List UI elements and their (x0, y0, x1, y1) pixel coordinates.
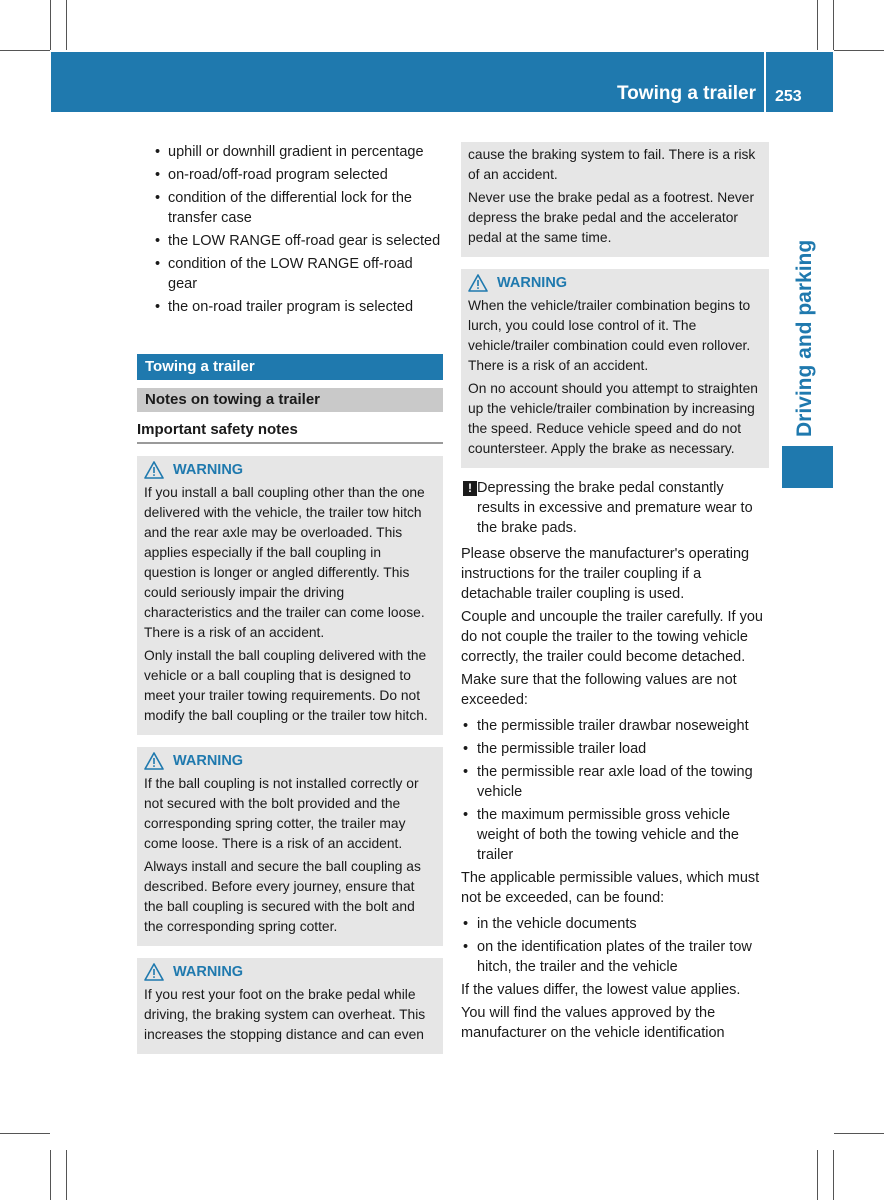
left-column (137, 142, 443, 1054)
header-separator (764, 52, 766, 112)
list-item: • on-road/off-road program selected (137, 165, 443, 185)
crop-mark (0, 1133, 50, 1134)
body-paragraph: Couple and uncouple the trailer carefully. If you do not couple the trailer to the towing vehicle correctly, the trailer could become detached. (461, 609, 763, 665)
list-item: • uphill or downhill gradient in percentage (137, 142, 443, 162)
warning-box (137, 747, 443, 946)
warning-triangle-icon (144, 963, 164, 981)
warning-text: When the vehicle/trailer combination begins to lurch, you could lose control of it. The vehicle/trailer combination could even rollover. There is a risk of an accident. (468, 298, 751, 373)
crop-mark (834, 1133, 884, 1134)
warning-text: If you install a ball coupling other than the one delivered with the vehicle, the trailer tow hitch and the rear axle may be overloaded. This applies especially if the ball coupling in question is longer or angled differently. This could seriously impair the driving characteristics and the trailer can come loose. There is a risk of an accident. (144, 485, 425, 640)
page-number: 253 (775, 88, 802, 105)
section-heading: Towing a trailer (137, 354, 443, 380)
warning-triangle-icon (144, 752, 164, 770)
warning-text: Always install and secure the ball coupling as described. Before every journey, ensure that the ball coupling is secured with the bolt and the corresponding spring cotter. (144, 859, 421, 934)
list-item: • the on-road trailer program is selected (137, 297, 443, 317)
warning-label: WARNING (173, 753, 244, 769)
body-paragraph: Please observe the manufacturer's operating instructions for the trailer coupling if a detachable trailer coupling is used. (461, 546, 750, 602)
notice (461, 478, 769, 538)
crop-mark (50, 0, 51, 50)
body-paragraph: Make sure that the following values are not exceeded: (461, 672, 737, 708)
warning-text: cause the braking system to fail. There is a risk of an accident. (468, 147, 756, 182)
chapter-tab-label: Driving and parking (793, 239, 816, 437)
exclamation-icon: ! (463, 481, 477, 496)
warning-text: If the ball coupling is not installed correctly or not secured with the bolt provided and the corresponding spring cotter, the trailer may come loose. There is a risk of an accident. (144, 776, 419, 851)
body-paragraph: If the values differ, the lowest value applies. (461, 982, 741, 998)
page-title: Towing a trailer (616, 83, 756, 104)
list-item: • the LOW RANGE off-road gear is selected (137, 231, 443, 251)
crop-mark (66, 0, 67, 50)
list-item: • on the identification plates of the trailer tow hitch, the trailer and the vehicle (461, 937, 769, 977)
warning-box (137, 958, 443, 1054)
chapter-tab-marker (782, 446, 833, 488)
crop-mark (834, 50, 884, 51)
crop-mark (817, 1150, 818, 1200)
warning-box (461, 269, 769, 468)
warning-title (144, 460, 436, 480)
crop-mark (50, 1150, 51, 1200)
subsection-heading: Notes on towing a trailer (137, 388, 443, 412)
crop-mark (833, 1150, 834, 1200)
warning-text: On no account should you attempt to straighten up the vehicle/trailer combination by increasing the speed. Reduce vehicle speed and do not countersteer. Apply the brake as necessary. (468, 381, 758, 456)
list-item: • condition of the LOW RANGE off-road gear (137, 254, 443, 294)
body-paragraph: The applicable permissible values, which must not be exceeded, can be found: (461, 870, 760, 906)
warning-box (137, 456, 443, 735)
list-item: • the permissible rear axle load of the towing vehicle (461, 762, 769, 802)
crop-mark (66, 1150, 67, 1200)
crop-mark (833, 0, 834, 50)
warning-label: WARNING (173, 964, 244, 980)
crop-mark (817, 0, 818, 50)
list-item: • condition of the differential lock for the transfer case (137, 188, 443, 228)
warning-text: If you rest your foot on the brake pedal while driving, the braking system can overheat. This increases the stopping distance and can even (144, 987, 426, 1042)
warning-triangle-icon (144, 461, 164, 479)
notice-text: Depressing the brake pedal constantly results in excessive and premature wear to the brake pads. (477, 480, 753, 536)
list-item: • the permissible trailer drawbar noseweight (461, 716, 769, 736)
crop-mark (0, 50, 50, 51)
minor-heading: Important safety notes (137, 412, 443, 444)
warning-title (144, 751, 436, 771)
sources-list (461, 914, 769, 977)
warning-box-continued (461, 142, 769, 257)
warning-title (468, 273, 762, 293)
warning-triangle-icon (468, 274, 488, 292)
warning-title (144, 962, 436, 982)
warning-text: Only install the ball coupling delivered with the vehicle or a ball coupling that is designed to meet your trailer towing requirements. Do not modify the ball coupling or the trailer tow hitch. (144, 648, 428, 723)
list-item: • the permissible trailer load (461, 739, 769, 759)
warning-label: WARNING (173, 462, 244, 478)
list-item: • in the vehicle documents (461, 914, 769, 934)
warning-text: Never use the brake pedal as a footrest. Never depress the brake pedal and the accelerator pedal at the same time. (468, 190, 755, 245)
list-item: • the maximum permissible gross vehicle weight of both the towing vehicle and the trailer (461, 805, 769, 865)
status-display-list (137, 142, 443, 317)
limits-list (461, 716, 769, 865)
warning-label: WARNING (497, 275, 568, 291)
right-column (461, 142, 769, 1046)
body-paragraph: You will find the values approved by the manufacturer on the vehicle identification (461, 1005, 725, 1041)
